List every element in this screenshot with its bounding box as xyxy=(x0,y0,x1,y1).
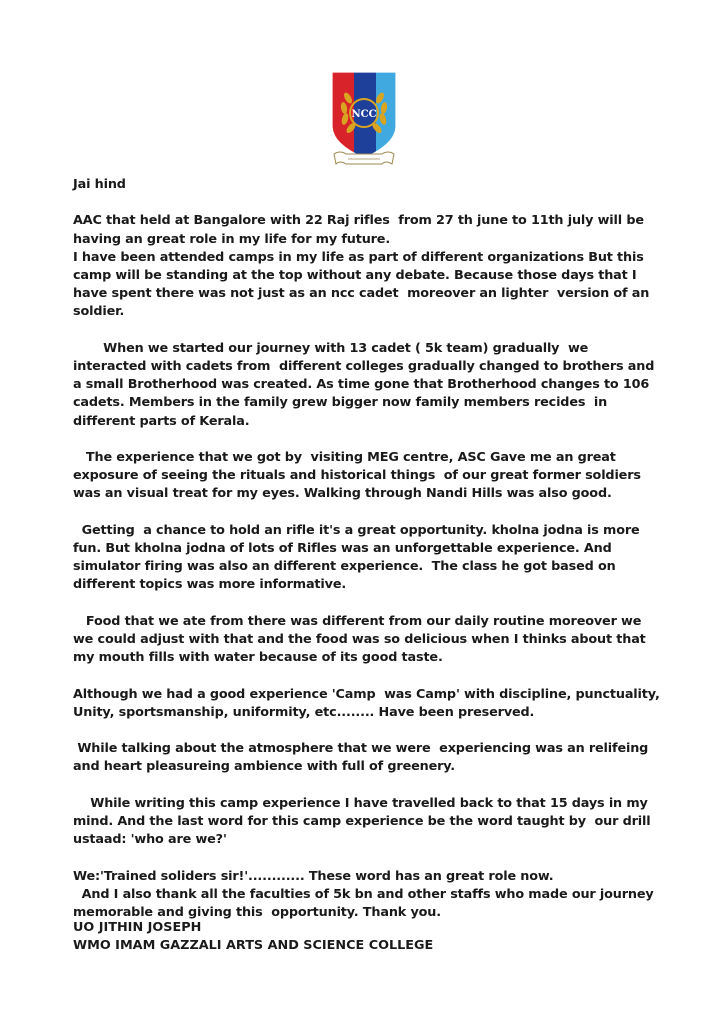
paragraph-rifle: Getting a chance to hold an rifle it's a great opportunity. kholna jodna is more fun. But kholna jodna of lots of Rifles was an unforgettable experience. And simulator firing was also an different experience. The class he got based on different topics was more informative. xyxy=(73,522,644,593)
paragraph-thanks: We:'Trained soliders sir!'............ These word has an great role now. And I also thank all the faculties of 5k bn and other staffs who made our journey memorable and giving this opportunity. Thank you. xyxy=(73,868,654,920)
paragraph-aac: AAC that held at Bangalore with 22 Raj rifles from 27 th june to 11th july will be having an great role in my life for my future. I have been attended camps in my life as part of different organizations But this camp will be standing at the top without any debate. Because those days that I have spent there was not just as an ncc cadet moreover an lighter version of an soldier. xyxy=(73,213,650,320)
paragraph-atmosphere: While talking about the atmosphere that we were experiencing was an relifeing and heart pleasureing ambience with full of greenery. xyxy=(73,741,653,775)
paragraph-discipline: Although we had a good experience 'Camp was Camp' with discipline, punctuality, Unity, sportsmanship, uniformity, etc........ Have been preserved. xyxy=(73,686,664,720)
ncc-emblem-icon xyxy=(326,68,402,168)
paragraph-journey: When we started our journey with 13 cadet ( 5k team) gradually we interacted with cadets from different colleges gradually changed to brothers and a small Brotherhood was created. As time gone that Brotherhood changes to 106 cadets. Members in the family grew bigger now family members recides in different parts of Kerala. xyxy=(73,340,659,429)
signature-name: UO JITHIN JOSEPH xyxy=(73,920,202,935)
signature-college: WMO IMAM GAZZALI ARTS AND SCIENCE COLLEGE xyxy=(73,938,434,954)
paragraph-experience: The experience that we got by visiting MEG centre, ASC Gave me an great exposure of seeing the rituals and historical things of our great former soldiers was an visual treat for my eyes. Walking through Nandi Hills was also good. xyxy=(73,450,646,502)
paragraph-memory: While writing this camp experience I have travelled back to that 15 days in my mind. And the last word for this camp experience be the word taught by our drill ustaad: 'who are we?' xyxy=(73,795,655,848)
greeting: Jai hind xyxy=(73,177,126,192)
signature-block xyxy=(73,919,673,955)
paragraph-food: Food that we ate from there was different from our daily routine moreover we we could adjust with that and the food was so delicious when I thinks about that my mouth fills with water because of its good taste. xyxy=(73,613,650,666)
letter-body xyxy=(73,176,665,940)
ncc-logo-text: NCC xyxy=(351,109,377,120)
